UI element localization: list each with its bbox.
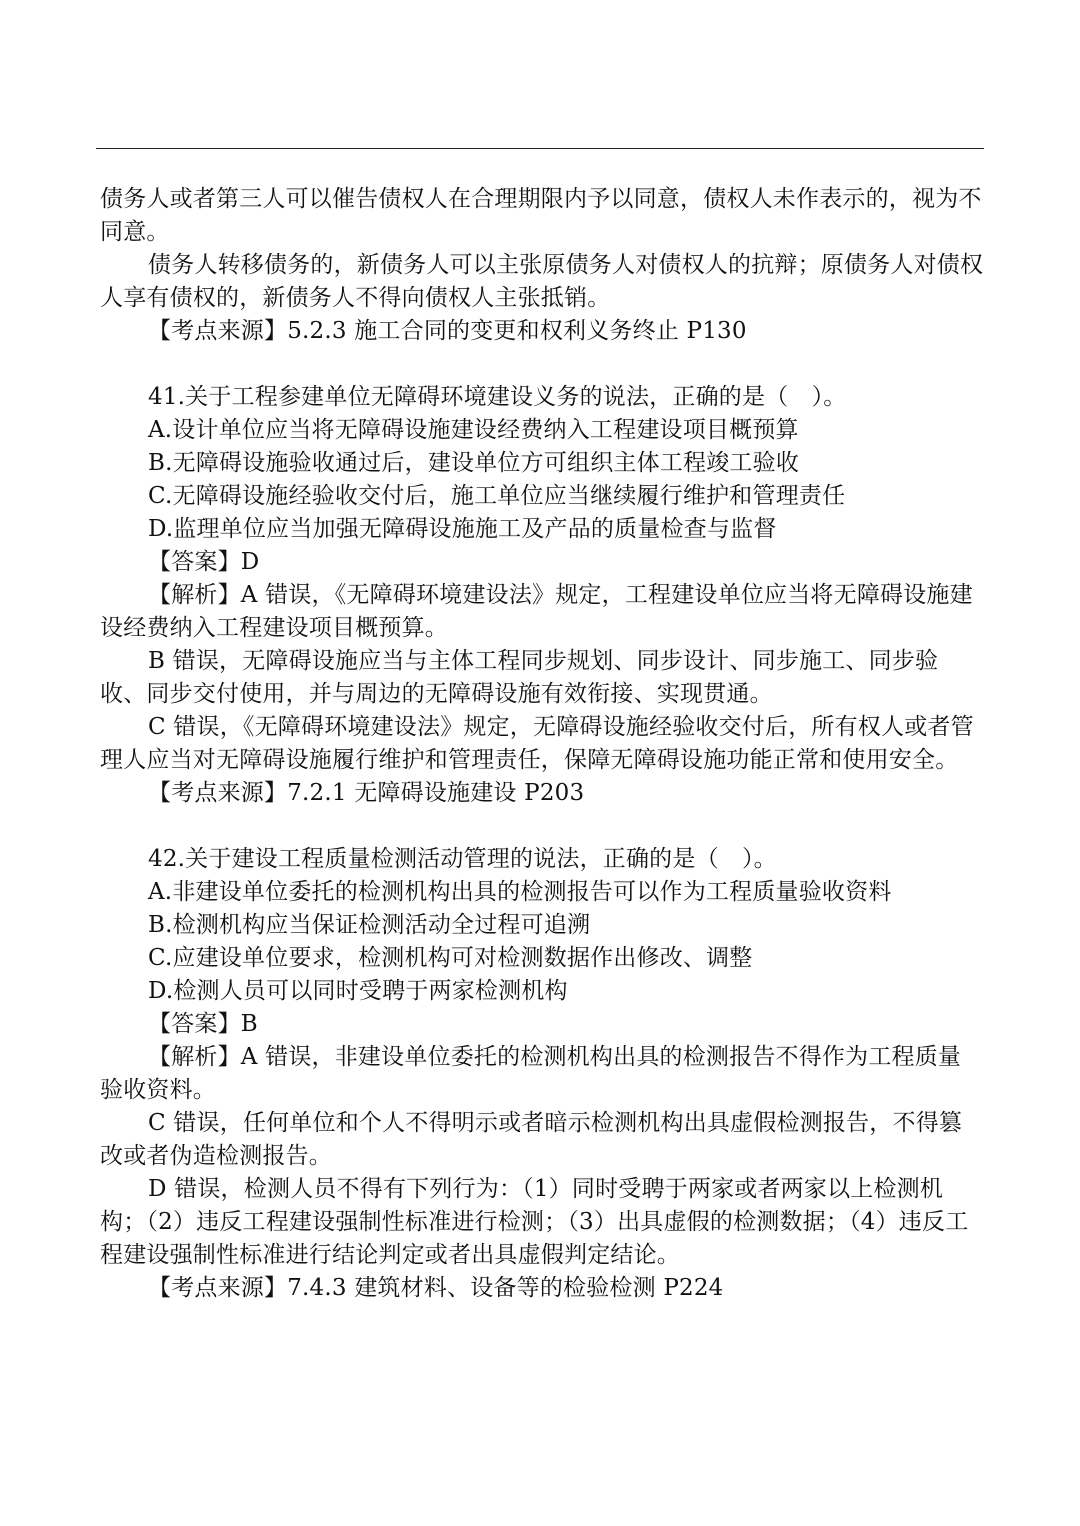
spacer — [100, 348, 984, 381]
header-rule — [96, 148, 984, 149]
intro-paragraph-1: 债务人或者第三人可以催告债权人在合理期限内予以同意，债权人未作表示的，视为不同意。 — [100, 186, 982, 245]
q42-analysis-1: 【解析】A 错误，非建设单位委托的检测机构出具的检测报告不得作为工程质量验收资料。 — [100, 1044, 962, 1103]
page-content — [100, 183, 984, 1305]
q42-source: 【考点来源】7.4.3 建筑材料、设备等的检验检测 P224 — [148, 1275, 724, 1301]
q41-option-d: D.监理单位应当加强无障碍设施施工及产品的质量检查与监督 — [148, 516, 777, 542]
q41-option-a: A.设计单位应当将无障碍设施建设经费纳入工程建设项目概预算 — [148, 417, 799, 443]
q41-analysis-3: C 错误，《无障碍环境建设法》规定，无障碍设施经验收交付后，所有权人或者管理人应当对无障碍设施履行维护和管理责任，保障无障碍设施功能正常和使用安全。 — [100, 714, 974, 773]
q42-analysis-3: D 错误，检测人员不得有下列行为：（1）同时受聘于两家或者两家以上检测机构；（2）违反工程建设强制性标准进行检测；（3）出具虚假的检测数据；（4）违反工程建设强制性标准进行结论判定或者出具虚假判定结论。 — [100, 1176, 969, 1268]
intro-paragraph-2: 债务人转移债务的，新债务人可以主张原债务人对债权人的抗辩；原债务人对债权人享有债权的，新债务人不得向债权人主张抵销。 — [100, 252, 984, 311]
q42-answer: 【答案】B — [148, 1011, 258, 1037]
q41-option-b: B.无障碍设施验收通过后，建设单位方可组织主体工程竣工验收 — [148, 450, 800, 476]
q42-option-d: D.检测人员可以同时受聘于两家检测机构 — [148, 978, 568, 1004]
q42-option-c: C.应建设单位要求，检测机构可对检测数据作出修改、调整 — [148, 945, 753, 971]
q41-stem: 41.关于工程参建单位无障碍环境建设义务的说法，正确的是（ ）。 — [148, 384, 847, 410]
q41-source: 【考点来源】7.2.1 无障碍设施建设 P203 — [148, 780, 585, 806]
spacer — [100, 810, 984, 843]
q41-analysis-1: 【解析】A 错误，《无障碍环境建设法》规定，工程建设单位应当将无障碍设施建设经费纳入工程建设项目概预算。 — [100, 582, 973, 641]
q42-analysis-2: C 错误，任何单位和个人不得明示或者暗示检测机构出具虚假检测报告，不得篡改或者伪造检测报告。 — [100, 1110, 963, 1169]
q41-answer: 【答案】D — [148, 549, 260, 575]
q42-option-b: B.检测机构应当保证检测活动全过程可追溯 — [148, 912, 591, 938]
q41-analysis-2: B 错误，无障碍设施应当与主体工程同步规划、同步设计、同步施工、同步验收、同步交付使用，并与周边的无障碍设施有效衔接、实现贯通。 — [100, 648, 939, 707]
q41-option-c: C.无障碍设施经验收交付后，施工单位应当继续履行维护和管理责任 — [148, 483, 846, 509]
intro-source: 【考点来源】5.2.3 施工合同的变更和权利义务终止 P130 — [148, 318, 747, 344]
q42-stem: 42.关于建设工程质量检测活动管理的说法，正确的是（ ）。 — [148, 846, 777, 872]
q42-option-a: A.非建设单位委托的检测机构出具的检测报告可以作为工程质量验收资料 — [148, 879, 892, 905]
